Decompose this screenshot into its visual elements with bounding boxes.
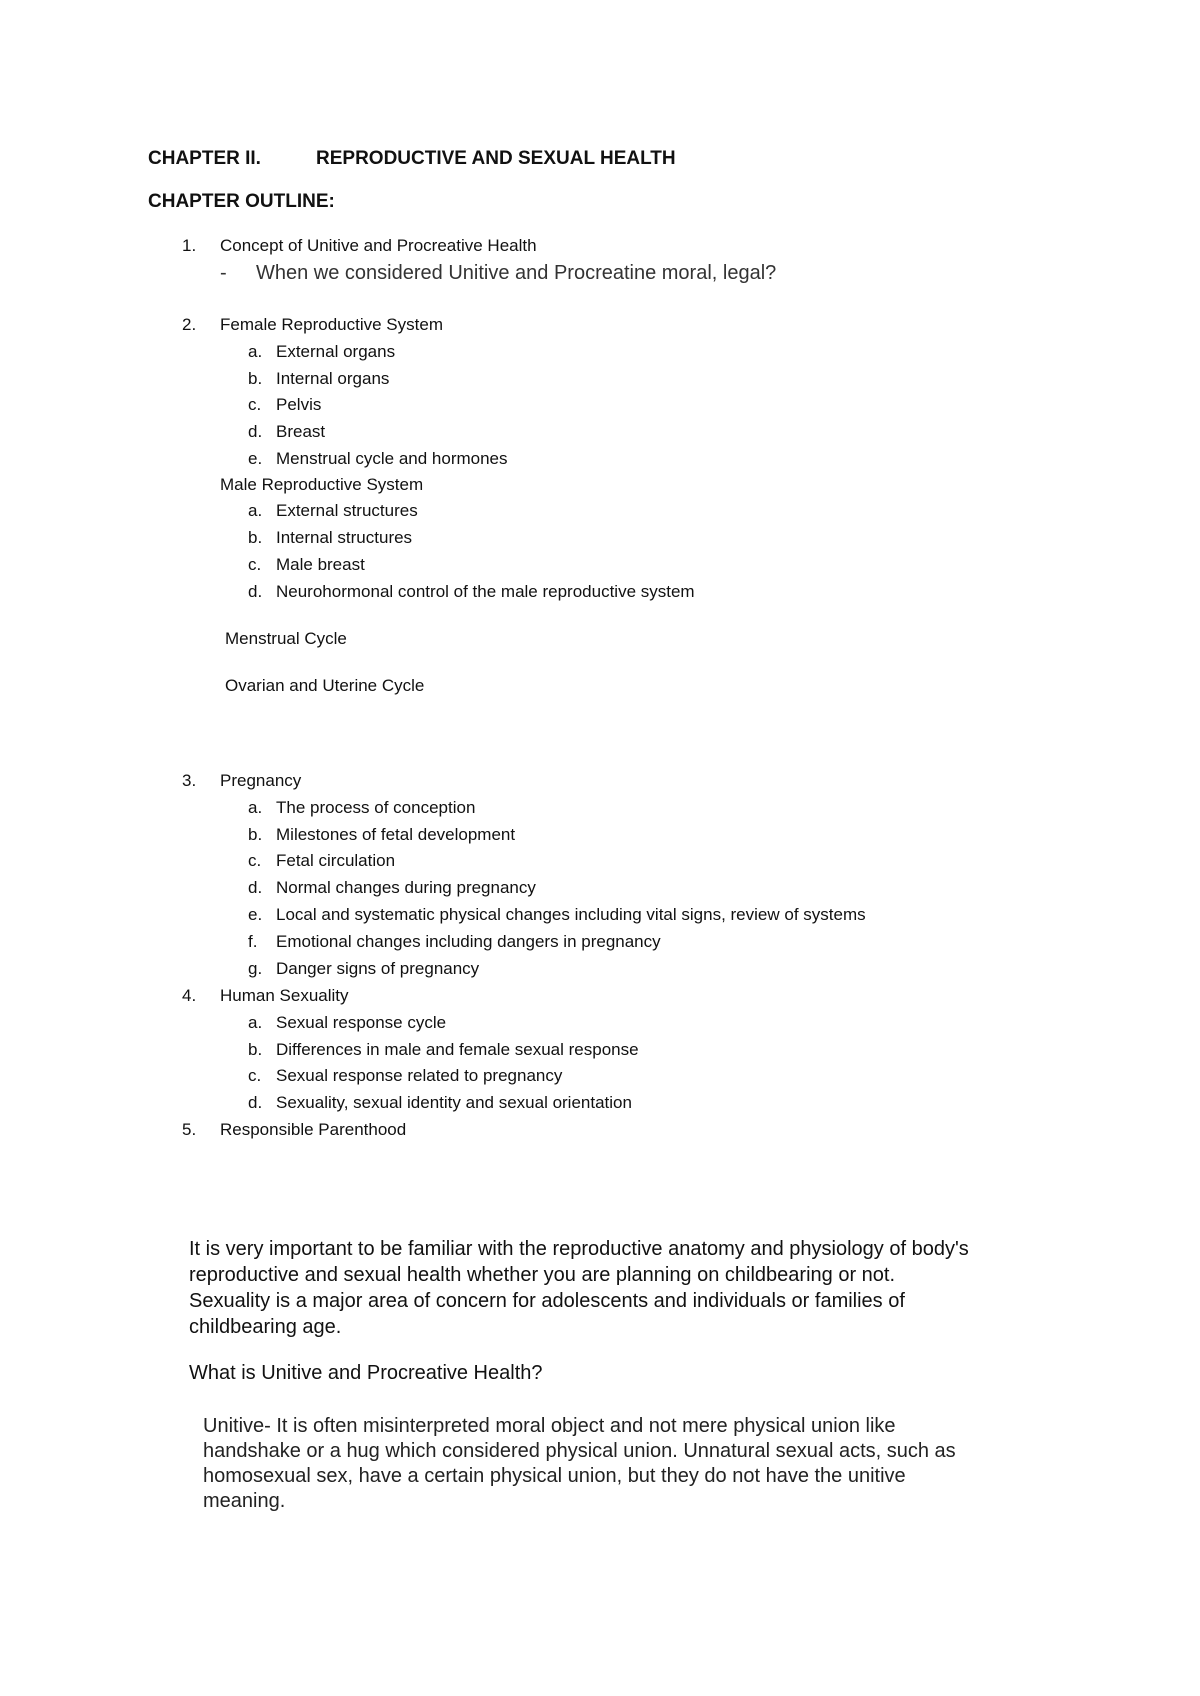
item-number: 2. [182,315,197,334]
outline-item-3 [182,771,301,791]
intro-paragraph [189,1236,969,1340]
unitive-paragraph [203,1414,956,1514]
pregnancy-item-b: b. Milestones of fetal development [248,825,516,844]
ovarian-uterine-note: Ovarian and Uterine Cycle [225,676,425,695]
sexuality-item-b: b. Differences in male and female sexual response [248,1040,639,1059]
sexuality-item-d: d. Sexuality, sexual identity and sexual orientation [248,1093,632,1112]
outline-subitem-question [220,262,776,285]
female-item-c: c. Pelvis [248,395,322,414]
dash-bullet: - [220,262,227,284]
male-item-c: c. Male breast [248,555,365,574]
item-label: Responsible Parenthood [220,1120,407,1139]
intro-line: It is very important to be familiar with the reproductive anatomy and physiology of body's [189,1238,969,1260]
item-number: 1. [182,236,197,255]
unitive-line: handshake or a hug which considered physical union. Unnatural sexual acts, such as [203,1440,956,1462]
male-item-b: b. Internal structures [248,528,413,547]
item-number: 4. [182,986,197,1005]
chapter-number: CHAPTER II. [148,148,261,169]
item-number: 5. [182,1120,197,1139]
outline-heading: CHAPTER OUTLINE: [148,191,335,212]
intro-line: Sexuality is a major area of concern for adolescents and individuals or families of [189,1290,905,1312]
item-label: Female Reproductive System [220,315,443,334]
pregnancy-item-d: d. Normal changes during pregnancy [248,878,536,897]
outline-item-5 [182,1120,406,1140]
outline-item-1 [182,236,537,256]
section-question: What is Unitive and Procreative Health? [189,1362,543,1384]
sexuality-item-c: c. Sexual response related to pregnancy [248,1066,563,1085]
pregnancy-item-f: f. Emotional changes including dangers in pregnancy [248,932,661,951]
female-item-a: a. External organs [248,342,396,361]
male-heading: Male Reproductive System [220,475,424,494]
unitive-line: homosexual sex, have a certain physical union, but they do not have the unitive [203,1465,906,1487]
chapter-title: REPRODUCTIVE AND SEXUAL HEALTH [316,148,676,169]
subitem-label: When we considered Unitive and Procreatine moral, legal? [256,262,777,284]
item-label: Human Sexuality [220,986,349,1005]
sexuality-item-a: a. Sexual response cycle [248,1013,447,1032]
female-item-d: d. Breast [248,422,326,441]
menstrual-cycle-note: Menstrual Cycle [225,629,347,648]
pregnancy-item-g: g. Danger signs of pregnancy [248,959,480,978]
female-item-b: b. Internal organs [248,369,390,388]
outline-item-2 [182,315,443,335]
male-item-d: d. Neurohormonal control of the male reproductive system [248,582,695,601]
item-number: 3. [182,771,197,790]
pregnancy-item-c: c. Fetal circulation [248,851,396,870]
unitive-line: Unitive- It is often misinterpreted moral object and not mere physical union like [203,1415,896,1437]
pregnancy-item-e: e. Local and systematic physical changes including vital signs, review of systems [248,905,866,924]
male-item-a: a. External structures [248,501,418,520]
female-item-e: e. Menstrual cycle and hormones [248,449,508,468]
unitive-line: meaning. [203,1490,286,1512]
item-label: Pregnancy [220,771,302,790]
intro-line: reproductive and sexual health whether you are planning on childbearing or not. [189,1264,896,1286]
outline-item-4 [182,986,349,1006]
pregnancy-item-a: a. The process of conception [248,798,476,817]
intro-line: childbearing age. [189,1316,342,1338]
item-label: Concept of Unitive and Procreative Health [220,236,537,255]
